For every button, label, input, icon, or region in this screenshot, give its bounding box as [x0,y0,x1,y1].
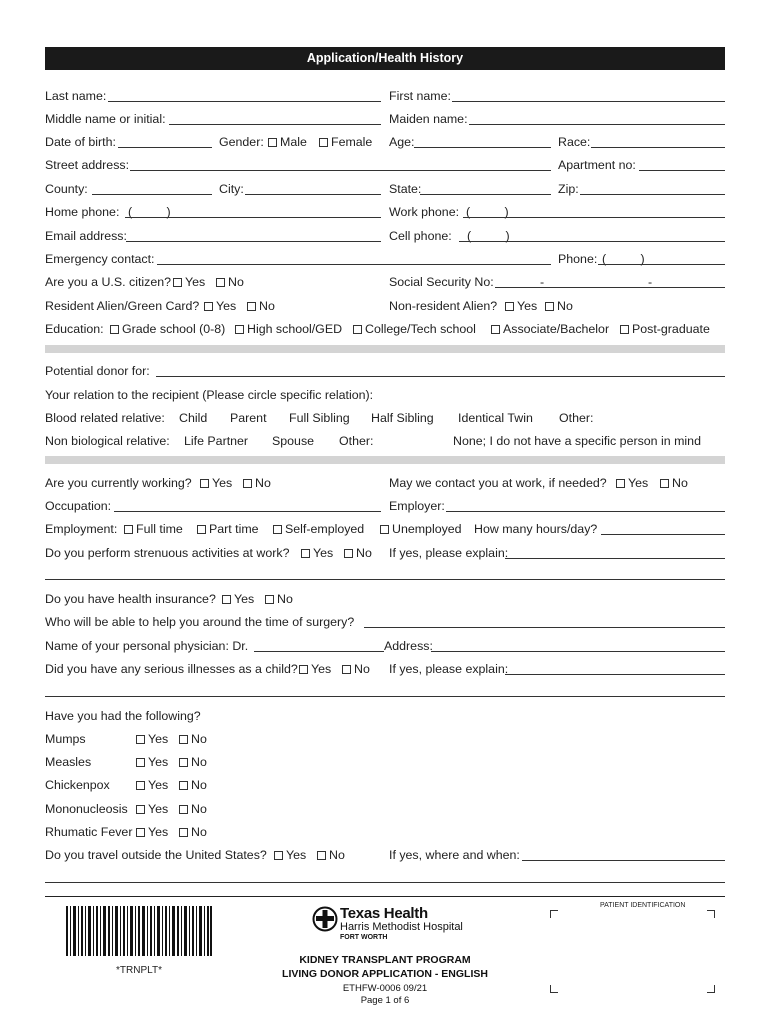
emp-part-time[interactable]: Part time [197,521,259,537]
nonresident-no[interactable]: No [545,298,573,314]
travel-where-line[interactable] [45,882,725,883]
checkbox-icon[interactable] [179,828,188,837]
corner-mark [707,985,715,993]
condition-rheumatic-label: Rhumatic Fever [45,825,133,839]
edu-college[interactable]: College/Tech school [353,321,476,337]
rheumatic-no[interactable]: No [179,824,207,840]
middle-name-label: Middle name or initial: [45,112,166,126]
corner-mark [707,910,715,918]
race-field[interactable] [591,147,725,148]
strenuous-yes[interactable]: Yes [301,545,333,561]
checkbox-icon[interactable] [222,595,231,604]
physician-label: Name of your personal physician: Dr. [45,639,249,653]
email-field[interactable] [126,241,381,242]
emergency-field[interactable] [157,264,551,265]
ssn-dash: - [540,275,545,289]
relation-other[interactable]: Other: [559,411,594,425]
contact-work-label: May we contact you at work, if needed? [389,476,607,490]
checkbox-icon[interactable] [274,851,283,860]
state-field[interactable] [420,194,551,195]
contact-work-yes[interactable]: Yes [616,475,648,491]
illness-explain-line[interactable] [45,696,725,697]
checkbox-icon[interactable] [136,805,145,814]
strenuous-explain-line[interactable] [45,579,725,580]
cell-phone-field[interactable] [459,241,725,242]
had-following-label: Have you had the following? [45,709,201,723]
travel-no[interactable]: No [317,847,345,863]
logo-name: Texas Health [340,905,428,922]
apartment-field[interactable] [639,170,725,171]
checkbox-icon[interactable] [620,325,629,334]
home-phone-paren: ( ) [128,205,171,219]
physician-address-label: Address: [384,639,433,653]
corner-mark [550,985,558,993]
nonresident-yes[interactable]: Yes [505,298,537,314]
apartment-label: Apartment no: [558,158,636,172]
relation-full-sibling[interactable]: Full Sibling [289,411,350,425]
resident-label: Resident Alien/Green Card? [45,299,200,313]
checkbox-icon[interactable] [616,479,625,488]
checkbox-icon[interactable] [124,525,133,534]
working-label: Are you currently working? [45,476,192,490]
illness-yes[interactable]: Yes [299,661,331,677]
last-name-label: Last name: [45,89,107,103]
citizen-yes[interactable]: Yes [173,274,205,290]
checkbox-icon[interactable] [319,138,328,147]
illness-label: Did you have any serious illnesses as a child? [45,662,298,676]
age-label: Age: [389,135,415,149]
employer-field[interactable] [446,511,725,512]
checkbox-icon[interactable] [235,325,244,334]
checkbox-icon[interactable] [265,595,274,604]
checkbox-icon[interactable] [317,851,326,860]
illness-no[interactable]: No [342,661,370,677]
checkbox-icon[interactable] [136,781,145,790]
patient-identification-label: PATIENT IDENTIFICATION [600,902,686,909]
checkbox-icon[interactable] [173,278,182,287]
work-phone-paren: ( ) [466,205,509,219]
working-no[interactable]: No [243,475,271,491]
emergency-label: Emergency contact: [45,252,155,266]
edu-high-school[interactable]: High school/GED [235,321,342,337]
email-label: Email address: [45,229,127,243]
chickenpox-yes[interactable]: Yes [136,777,168,793]
page-number: Page 1 of 6 [360,995,410,1006]
strenuous-explain-label: If yes, please explain: [389,546,509,560]
city-field[interactable] [245,194,381,195]
dob-label: Date of birth: [45,135,116,149]
street-label: Street address: [45,158,130,172]
gender-male-option[interactable]: Male [268,134,307,150]
condition-mumps-label: Mumps [45,732,86,746]
form-code: ETHFW-0006 09/21 [342,983,428,994]
county-field[interactable] [92,194,212,195]
form-title: Application/Health History [45,47,725,70]
age-field[interactable] [414,147,551,148]
checkbox-icon[interactable] [136,828,145,837]
mumps-yes[interactable]: Yes [136,731,168,747]
checkbox-icon[interactable] [660,479,669,488]
emp-self-employed[interactable]: Self-employed [273,521,364,537]
employment-label: Employment: [45,522,118,536]
mono-yes[interactable]: Yes [136,801,168,817]
emergency-phone-field[interactable] [598,264,725,265]
citizen-no[interactable]: No [216,274,244,290]
insurance-no[interactable]: No [265,591,293,607]
last-name-field[interactable] [108,101,381,102]
ssn-label: Social Security No: [389,275,494,289]
middle-name-field[interactable] [169,124,381,125]
checkbox-icon[interactable] [200,479,209,488]
emergency-phone-label: Phone: [558,252,598,266]
cell-phone-paren: ( ) [467,229,510,243]
nonresident-label: Non-resident Alien? [389,299,498,313]
emp-full-time[interactable]: Full time [124,521,183,537]
help-field[interactable] [364,627,725,628]
checkbox-icon[interactable] [380,525,389,534]
working-yes[interactable]: Yes [200,475,232,491]
ssn-dash: - [648,275,653,289]
work-phone-field[interactable] [463,217,725,218]
checkbox-icon[interactable] [179,758,188,767]
employer-label: Employer: [389,499,445,513]
travel-yes[interactable]: Yes [274,847,306,863]
application-title: LIVING DONOR APPLICATION - ENGLISH [282,968,488,980]
potential-donor-field[interactable] [156,376,725,377]
blood-relative-label: Blood related relative: [45,411,165,425]
occupation-label: Occupation: [45,499,112,513]
hours-field[interactable] [601,534,725,535]
occupation-field[interactable] [114,511,381,512]
checkbox-icon[interactable] [344,549,353,558]
corner-mark [550,910,558,918]
edu-postgrad[interactable]: Post-graduate [620,321,710,337]
texas-health-logo-icon [312,906,338,932]
checkbox-icon[interactable] [179,805,188,814]
nonbio-relative-label: Non biological relative: [45,434,170,448]
physician-address-field[interactable] [431,651,725,652]
ssn-field[interactable] [495,287,725,288]
measles-yes[interactable]: Yes [136,754,168,770]
relation-child[interactable]: Child [179,411,208,425]
travel-label: Do you travel outside the United States? [45,848,267,862]
education-label: Education: [45,322,104,336]
relation-none[interactable]: None; I do not have a specific person in mind [453,434,701,448]
barcode-text: *TRNPLT* [116,965,162,976]
condition-measles-label: Measles [45,755,92,769]
zip-label: Zip: [558,182,579,196]
checkbox-icon[interactable] [110,325,119,334]
street-field[interactable] [130,170,551,171]
chickenpox-no[interactable]: No [179,777,207,793]
relation-nonbio-other[interactable]: Other: [339,434,374,448]
maiden-name-field[interactable] [469,124,725,125]
zip-field[interactable] [580,194,725,195]
work-phone-label: Work phone: [389,205,460,219]
condition-chickenpox-label: Chickenpox [45,778,110,792]
citizen-label: Are you a U.S. citizen? [45,275,172,289]
checkbox-icon[interactable] [179,781,188,790]
checkbox-icon[interactable] [247,302,256,311]
checkbox-icon[interactable] [545,302,554,311]
relation-identical-twin[interactable]: Identical Twin [458,411,533,425]
help-label: Who will be able to help you around the time of surgery? [45,615,355,629]
checkbox-icon[interactable] [204,302,213,311]
checkbox-icon[interactable] [299,665,308,674]
checkbox-icon[interactable] [136,735,145,744]
measles-no[interactable]: No [179,754,207,770]
section-divider [45,345,725,353]
emp-unemployed[interactable]: Unemployed [380,521,462,537]
gender-label: Gender: [219,135,264,149]
home-phone-label: Home phone: [45,205,120,219]
strenuous-no[interactable]: No [344,545,372,561]
strenuous-label: Do you perform strenuous activities at work? [45,546,290,560]
relation-label: Your relation to the recipient (Please circle specific relation): [45,388,374,402]
checkbox-icon[interactable] [268,138,277,147]
illness-explain-field[interactable] [505,674,725,675]
checkbox-icon[interactable] [179,735,188,744]
race-label: Race: [558,135,591,149]
illness-explain-label: If yes, please explain: [389,662,509,676]
relation-life-partner[interactable]: Life Partner [184,434,249,448]
travel-where-field[interactable] [522,860,725,861]
potential-donor-label: Potential donor for: [45,364,150,378]
city-label: City: [219,182,244,196]
checkbox-icon[interactable] [136,758,145,767]
section-divider [45,456,725,464]
county-label: County: [45,182,88,196]
checkbox-icon[interactable] [505,302,514,311]
resident-yes[interactable]: Yes [204,298,236,314]
rheumatic-yes[interactable]: Yes [136,824,168,840]
gender-female-option[interactable]: Female [319,134,372,150]
edu-grade-school[interactable]: Grade school (0-8) [110,321,225,337]
state-label: State: [389,182,422,196]
first-name-label: First name: [389,89,451,103]
cell-phone-label: Cell phone: [389,229,452,243]
maiden-name-label: Maiden name: [389,112,468,126]
footer-separator [45,896,725,897]
hours-label: How many hours/day? [474,522,598,536]
relation-parent[interactable]: Parent [230,411,267,425]
first-name-field[interactable] [452,101,725,102]
dob-field[interactable] [118,147,212,148]
relation-half-sibling[interactable]: Half Sibling [371,411,434,425]
mono-no[interactable]: No [179,801,207,817]
condition-mono-label: Mononucleosis [45,802,128,816]
checkbox-icon[interactable] [342,665,351,674]
checkbox-icon[interactable] [243,479,252,488]
logo-location: FORT WORTH [340,934,388,941]
checkbox-icon[interactable] [491,325,500,334]
insurance-yes[interactable]: Yes [222,591,254,607]
logo-subtitle: Harris Methodist Hospital [340,921,463,933]
mumps-no[interactable]: No [179,731,207,747]
edu-associate[interactable]: Associate/Bachelor [491,321,609,337]
physician-field[interactable] [254,651,384,652]
checkbox-icon[interactable] [197,525,206,534]
strenuous-explain-field[interactable] [505,558,725,559]
program-title: KIDNEY TRANSPLANT PROGRAM [299,954,471,966]
contact-work-no[interactable]: No [660,475,688,491]
insurance-label: Do you have health insurance? [45,592,216,606]
resident-no[interactable]: No [247,298,275,314]
emergency-phone-paren: ( ) [602,252,645,266]
barcode-image [66,906,212,956]
home-phone-field[interactable] [125,217,381,218]
travel-where-label: If yes, where and when: [389,848,520,862]
relation-spouse[interactable]: Spouse [272,434,315,448]
checkbox-icon[interactable] [216,278,225,287]
checkbox-icon[interactable] [353,325,362,334]
checkbox-icon[interactable] [301,549,310,558]
checkbox-icon[interactable] [273,525,282,534]
